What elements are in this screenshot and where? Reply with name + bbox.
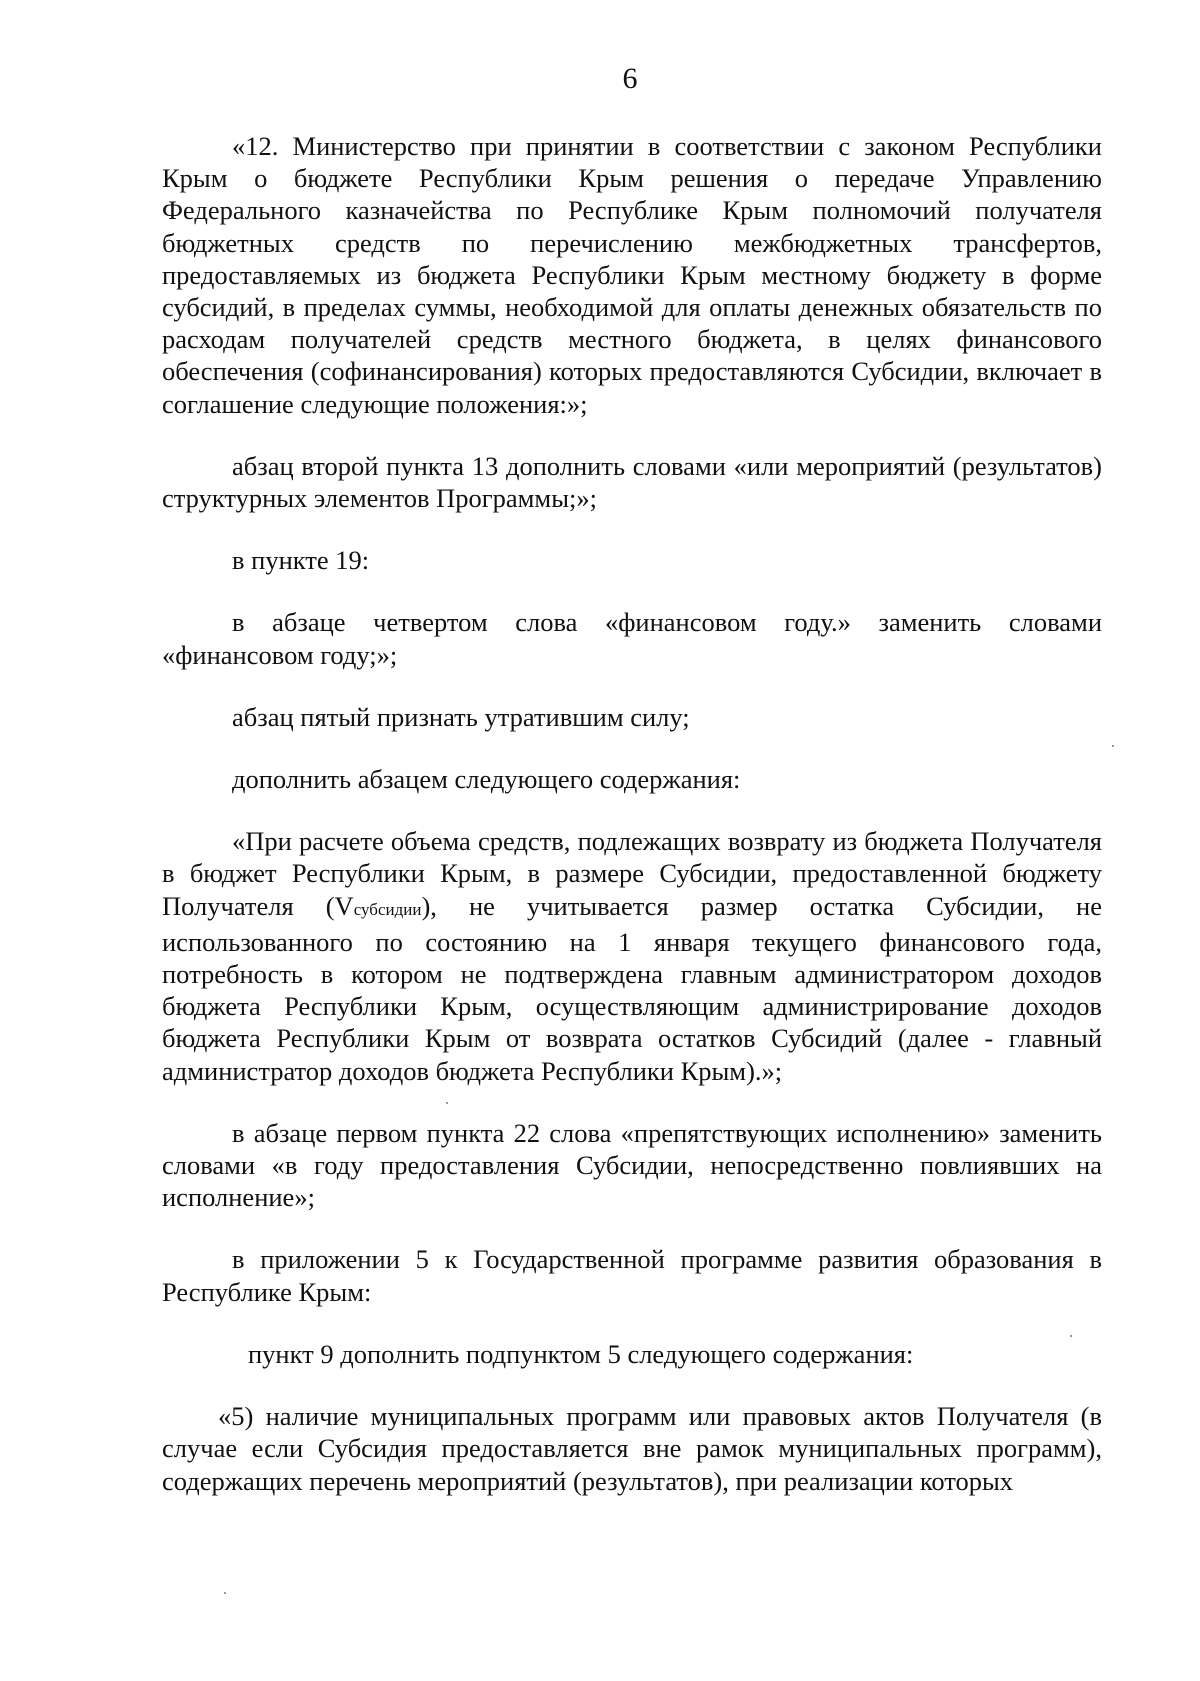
page-number: 6 (622, 62, 638, 95)
v-subsidy-subscript: субсидии (353, 899, 422, 919)
paragraph-amend-point-22: в абзаце первом пункта 22 слова «препятствующих исполнению» заменить словами «в году предоставления Субсидии, непосредственно повлиявших на исполнение»; (162, 1117, 1102, 1213)
paragraph-amend-abzac-4: в абзаце четвертом слова «финансовом году.» заменить словами «финансовом году;»; (162, 607, 1102, 670)
scan-speck (1112, 745, 1114, 747)
paragraph-point-9: пункт 9 дополнить подпунктом 5 следующего содержания: (248, 1338, 914, 1369)
paragraph-point-19-intro: в пункте 19: (232, 545, 370, 576)
return-calc-text-end: ), не учитывается размер остатка Субсидии, не использованного по состоянию на 1 января текущего финансового года, потребность в котором не подтверждена главным администратором доходов бюджета Республики Крым, осуществляющим администрирование доходов бюджета Республики Крым от возврата остатков Субсидий (далее - главный администратор доходов бюджета Республики Крым).»; (162, 890, 1102, 1086)
scan-speck (446, 1102, 448, 1104)
paragraph-appendix-5: в приложении 5 к Государственной программе развития образования в Республике Крым: (162, 1244, 1102, 1307)
paragraph-subpoint-5: «5) наличие муниципальных программ или правовых актов Получателя (в случае если Субсидия предоставляется вне рамок муниципальных программ), содержащих перечень мероприятий (результатов), при реализации которых (162, 1401, 1102, 1496)
paragraph-item-12: «12. Министерство при принятии в соответствии с законом Республики Крым о бюджете Республики Крым решения о передаче Управлению Федерального казначейства по Республике Крым полномочий получателя бюджетных средств по перечислению межбюджетных трансфертов, предоставляемых из бюджета Республики Крым местному бюджету в форме субсидий, в пределах суммы, необходимой для оплаты денежных обязательств по расходам получателей средств местного бюджета, в целях финансового обеспечения (софинансирования) которых предоставляются Субсидии, включает в соглашение следующие положения:»; (162, 131, 1102, 419)
paragraph-return-calculation (162, 825, 1102, 1087)
paragraph-abzac-5-repeal: абзац пятый признать утратившим силу; (232, 701, 690, 732)
scan-speck (1070, 1335, 1072, 1337)
paragraph-amend-point-13: абзац второй пункта 13 дополнить словами «или мероприятий (результатов) структурных элементов Программы;»; (162, 450, 1102, 514)
paragraph-add-abzac: дополнить абзацем следующего содержания: (232, 764, 741, 795)
scan-speck (224, 1592, 226, 1594)
document-body (162, 130, 1102, 1497)
return-calc-text-start: «При расчете объема средств, подлежащих возврату из бюджета Получателя в бюджет Республики Крым, в размере Субсидии, предоставленной бюджету Получателя (V (162, 826, 1102, 921)
